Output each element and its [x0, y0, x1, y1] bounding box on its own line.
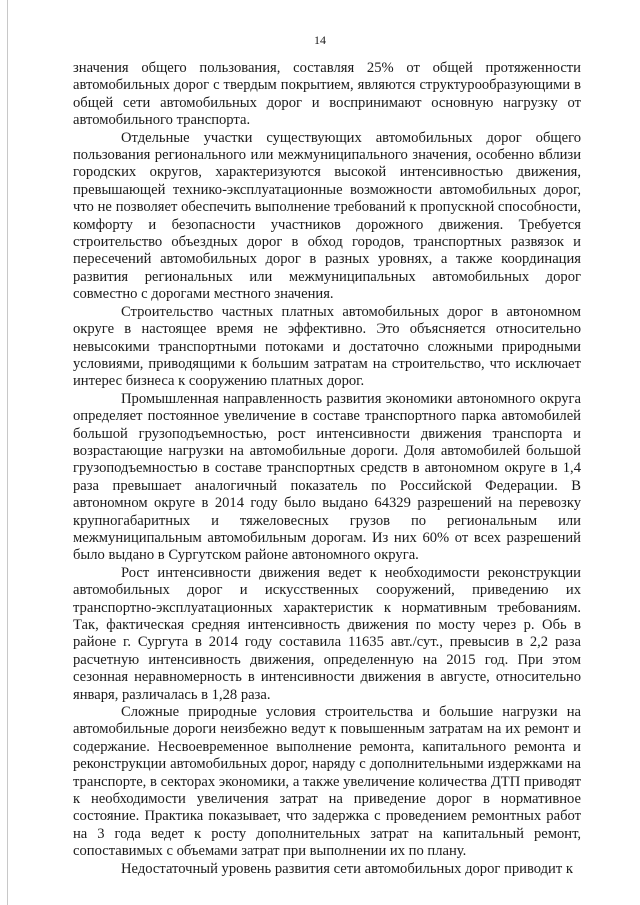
document-body [73, 60, 581, 878]
paragraph-5: Рост интенсивности движения ведет к необходимости реконструкции автомобильных дорог и искусственных сооружений, приведению их транспортно-эксплуатационных характеристик к нормативным требованиям. Так, фактическая средняя интенсивность движения по мосту через р. Обь в районе г. Сургута в 2014 году составила 11635 авт./сут., превысив в 2,2 раза расчетную интенсивность движения, определенную на 2015 год. При этом сезонная неравномерность в интенсивности движения в августе, относительно января, различалась в 1,28 раза. [73, 564, 581, 703]
paragraph-6: Сложные природные условия строительства и большие нагрузки на автомобильные дороги неизбежно ведут к повышенным затратам на их ремонт и содержание. Несвоевременное выполнение ремонта, капитального ремонта и реконструкции автомобильных дорог, наряду с дополнительными издержками на транспорте, в секторах экономики, а также увеличение количества ДТП приводят к необходимости увеличения затрат на приведение дорог в нормативное состояние. Практика показывает, что задержка с проведением ремонтных работ на 3 года ведет к росту дополнительных затрат на капитальный ремонт, сопоставимых с объемами затрат при выполнении их по плану. [73, 704, 581, 860]
paragraph-2: Отдельные участки существующих автомобильных дорог общего пользования регионального или межмуниципального значения, особенно вблизи городских округов, характеризуются высокой интенсивностью движения, превышающей технико-эксплуатационные возможности автомобильных дорог, что не позволяет обеспечить выполнение требований к пропускной способности, комфорту и безопасности участников дорожного движения. Требуется строительство объездных дорог в обход городов, транспортных развязок и пересечений автомобильных дорог в разных уровнях, а также координация развития региональных или межмуниципальных автомобильных дорог совместно с дорогами местного значения. [73, 129, 581, 303]
paragraph-4: Промышленная направленность развития экономики автономного округа определяет постоянное увеличение в составе транспортного парка автомобилей большой грузоподъемностью, рост интенсивности движения транспорта и возрастающие нагрузки на автомобильные дороги. Доля автомобилей большой грузоподъемностью в составе транспортных средств в автономном округе в 1,4 раза превышает аналогичный показатель по Российской Федерации. В автономном округе в 2014 году было выдано 64329 разрешений на перевозку крупногабаритных и тяжеловесных грузов по региональным или межмуниципальным автомобильным дорогам. Из них 60% от всех разрешений было выдано в Сургутском районе автономного округа. [73, 390, 581, 564]
paragraph-1: значения общего пользования, составляя 25% от общей протяженности автомобильных дорог с твердым покрытием, являются структурообразующими в общей сети автомобильных дорог и воспринимают основную нагрузку от автомобильного транспорта. [73, 60, 581, 129]
paragraph-7: Недостаточный уровень развития сети автомобильных дорог приводит к [121, 860, 573, 877]
scan-left-edge [7, 0, 8, 905]
page-number: 14 [314, 33, 326, 47]
paragraph-3: Строительство частных платных автомобильных дорог в автономном округе в настоящее время не эффективно. Это объясняется относительно невысокими транспортными потоками и достаточно сложными природными условиями, приводящими к большим затратам на строительство, что исключает интерес бизнеса к сооружению платных дорог. [73, 303, 581, 390]
